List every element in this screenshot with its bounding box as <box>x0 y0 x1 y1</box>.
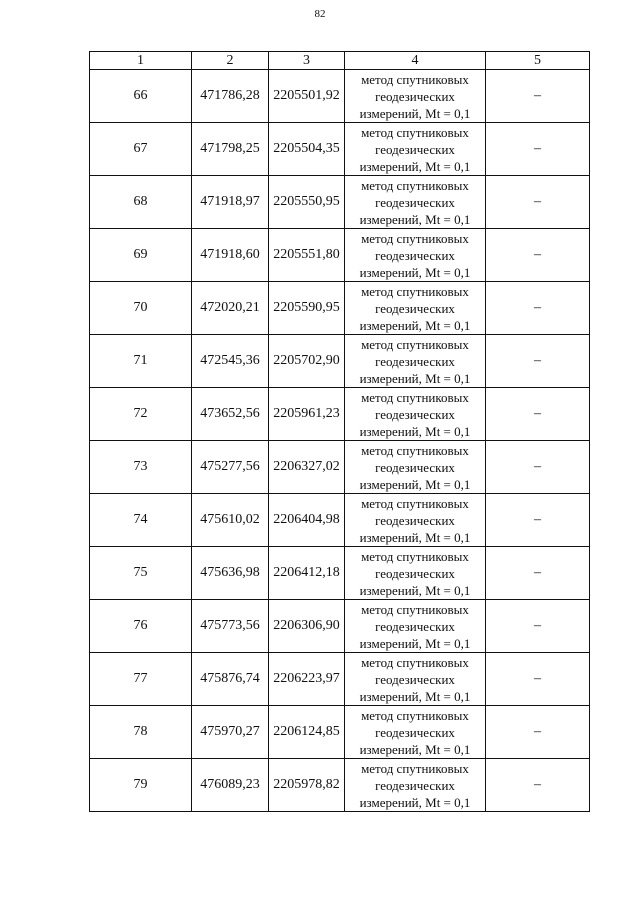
note-cell: – <box>486 282 590 335</box>
point-number: 73 <box>90 441 192 494</box>
point-number: 77 <box>90 653 192 706</box>
measurement-method: метод спутниковых геодезических измерений, Mt = 0,1 <box>345 547 486 600</box>
table-row <box>90 229 590 282</box>
point-number: 70 <box>90 282 192 335</box>
measurement-method: метод спутниковых геодезических измерений, Mt = 0,1 <box>345 123 486 176</box>
coordinate-x: 475277,56 <box>192 441 269 494</box>
note-cell: – <box>486 388 590 441</box>
point-number: 78 <box>90 706 192 759</box>
coordinate-x: 472545,36 <box>192 335 269 388</box>
table-row <box>90 123 590 176</box>
table-row <box>90 441 590 494</box>
note-cell: – <box>486 494 590 547</box>
measurement-method: метод спутниковых геодезических измерений, Mt = 0,1 <box>345 706 486 759</box>
measurement-method: метод спутниковых геодезических измерений, Mt = 0,1 <box>345 229 486 282</box>
point-number: 67 <box>90 123 192 176</box>
table-row <box>90 388 590 441</box>
note-cell: – <box>486 176 590 229</box>
table-row <box>90 176 590 229</box>
coordinate-x: 471918,60 <box>192 229 269 282</box>
coordinate-y: 2206404,98 <box>269 494 345 547</box>
table-row <box>90 600 590 653</box>
coordinate-x: 475970,27 <box>192 706 269 759</box>
note-cell: – <box>486 229 590 282</box>
measurement-method: метод спутниковых геодезических измерений, Mt = 0,1 <box>345 70 486 123</box>
measurement-method: метод спутниковых геодезических измерений, Mt = 0,1 <box>345 176 486 229</box>
page-number: 82 <box>314 8 326 20</box>
coordinate-y: 2205590,95 <box>269 282 345 335</box>
measurement-method: метод спутниковых геодезических измерений, Mt = 0,1 <box>345 653 486 706</box>
table-row <box>90 282 590 335</box>
coordinate-x: 471918,97 <box>192 176 269 229</box>
table-row <box>90 494 590 547</box>
point-number: 74 <box>90 494 192 547</box>
measurement-method: метод спутниковых геодезических измерений, Mt = 0,1 <box>345 335 486 388</box>
coordinate-y: 2205961,23 <box>269 388 345 441</box>
point-number: 79 <box>90 759 192 812</box>
coordinate-x: 476089,23 <box>192 759 269 812</box>
coordinate-y: 2206412,18 <box>269 547 345 600</box>
note-cell: – <box>486 653 590 706</box>
coordinate-y: 2205978,82 <box>269 759 345 812</box>
note-cell: – <box>486 335 590 388</box>
note-cell: – <box>486 759 590 812</box>
point-number: 75 <box>90 547 192 600</box>
table-row <box>90 70 590 123</box>
coordinate-x: 475773,56 <box>192 600 269 653</box>
measurement-method: метод спутниковых геодезических измерений, Mt = 0,1 <box>345 494 486 547</box>
header-col-3: 3 <box>269 52 345 70</box>
note-cell: – <box>486 123 590 176</box>
measurement-method: метод спутниковых геодезических измерений, Mt = 0,1 <box>345 388 486 441</box>
coordinate-x: 473652,56 <box>192 388 269 441</box>
point-number: 69 <box>90 229 192 282</box>
note-cell: – <box>486 706 590 759</box>
coordinate-y: 2205550,95 <box>269 176 345 229</box>
measurement-method: метод спутниковых геодезических измерений, Mt = 0,1 <box>345 282 486 335</box>
coordinates-table <box>89 51 590 812</box>
coordinate-y: 2205504,35 <box>269 123 345 176</box>
measurement-method: метод спутниковых геодезических измерений, Mt = 0,1 <box>345 441 486 494</box>
coordinate-y: 2205702,90 <box>269 335 345 388</box>
coordinate-x: 475610,02 <box>192 494 269 547</box>
table-row <box>90 335 590 388</box>
table-row <box>90 547 590 600</box>
coordinate-y: 2206327,02 <box>269 441 345 494</box>
note-cell: – <box>486 600 590 653</box>
header-col-2: 2 <box>192 52 269 70</box>
table-row <box>90 706 590 759</box>
header-col-1: 1 <box>90 52 192 70</box>
point-number: 68 <box>90 176 192 229</box>
header-row <box>90 52 590 70</box>
table-row <box>90 759 590 812</box>
note-cell: – <box>486 547 590 600</box>
coordinate-x: 475876,74 <box>192 653 269 706</box>
coordinate-y: 2206223,97 <box>269 653 345 706</box>
coordinate-x: 471798,25 <box>192 123 269 176</box>
point-number: 72 <box>90 388 192 441</box>
note-cell: – <box>486 70 590 123</box>
header-col-4: 4 <box>345 52 486 70</box>
measurement-method: метод спутниковых геодезических измерений, Mt = 0,1 <box>345 600 486 653</box>
point-number: 76 <box>90 600 192 653</box>
coordinate-x: 475636,98 <box>192 547 269 600</box>
coordinate-y: 2205551,80 <box>269 229 345 282</box>
note-cell: – <box>486 441 590 494</box>
point-number: 66 <box>90 70 192 123</box>
point-number: 71 <box>90 335 192 388</box>
coordinate-x: 472020,21 <box>192 282 269 335</box>
table-row <box>90 653 590 706</box>
measurement-method: метод спутниковых геодезических измерений, Mt = 0,1 <box>345 759 486 812</box>
coordinate-y: 2206306,90 <box>269 600 345 653</box>
coordinate-y: 2206124,85 <box>269 706 345 759</box>
coordinate-y: 2205501,92 <box>269 70 345 123</box>
coordinate-x: 471786,28 <box>192 70 269 123</box>
header-col-5: 5 <box>486 52 590 70</box>
